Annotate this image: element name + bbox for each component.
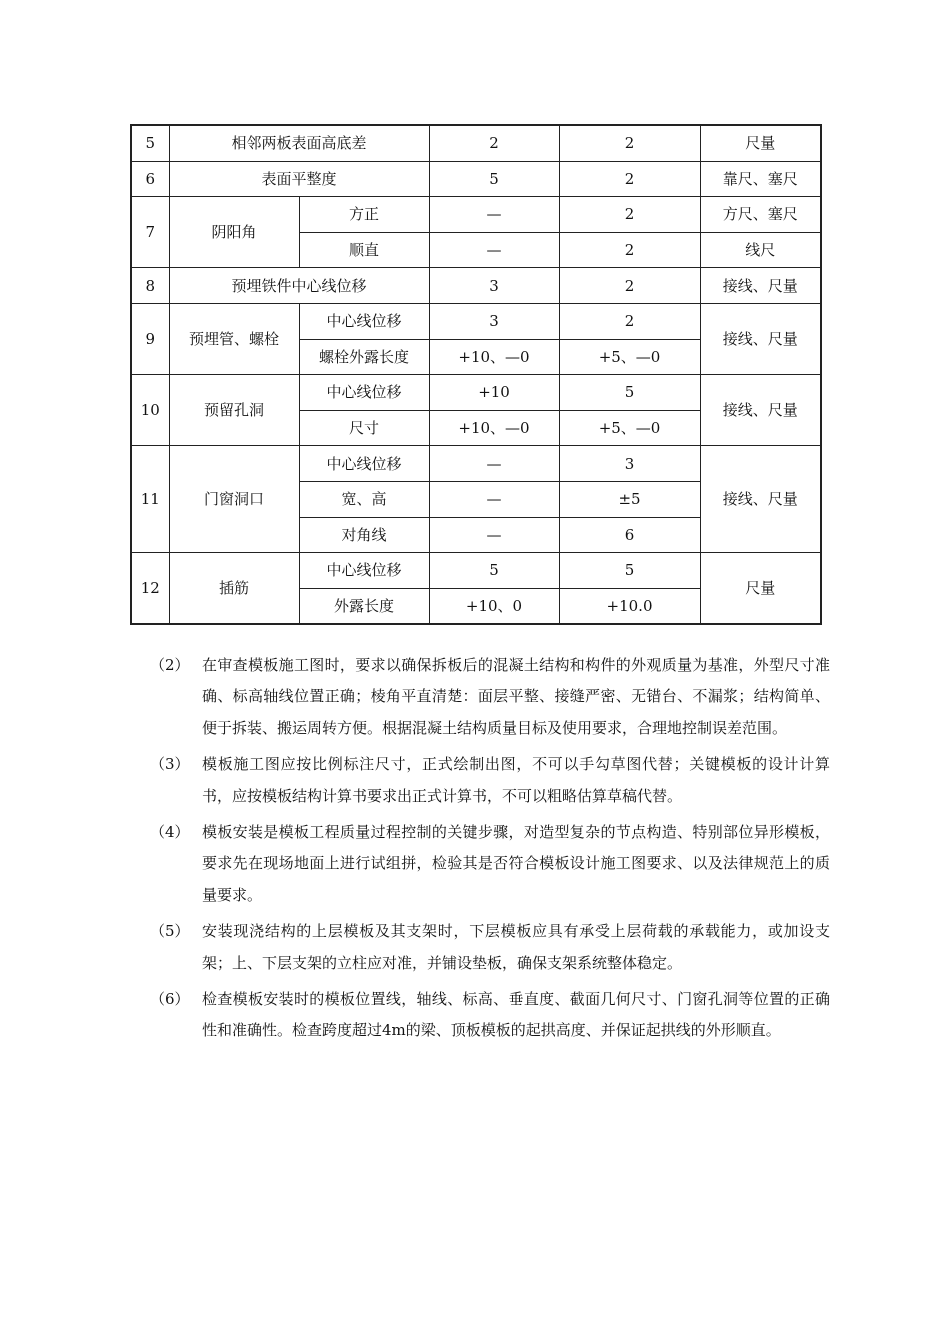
note-item bbox=[150, 749, 830, 812]
check-item: 门窗洞口 bbox=[169, 446, 299, 553]
note-text: 在审查模板施工图时，要求以确保拆板后的混凝土结构和构件的外观质量为基准，外型尺寸准确、标高轴线位置正确；棱角平直清楚：面层平整、接缝严密、无错台、不漏浆；结构简单、便于拆装、搬运周转方便。根据混凝土结构质量目标及使用要求，合理地控制误差范围。 bbox=[202, 656, 830, 737]
tolerance-value-1: 3 bbox=[429, 303, 559, 339]
tolerance-value-1: 5 bbox=[429, 553, 559, 589]
tolerance-value-1: — bbox=[429, 481, 559, 517]
row-number: 7 bbox=[131, 197, 169, 268]
tolerance-value-2: 2 bbox=[559, 125, 700, 161]
tolerance-value-1: +10、—0 bbox=[429, 410, 559, 446]
note-text: 模板安装是模板工程质量过程控制的关键步骤，对造型复杂的节点构造、特别部位异形模板，要求先在现场地面上进行试组拼，检验其是否符合模板设计施工图要求、以及法律规范上的质量要求。 bbox=[202, 823, 830, 904]
note-text: 安装现浇结构的上层模板及其支架时，下层模板应具有承受上层荷载的承载能力，或加设支架；上、下层支架的立柱应对准，并铺设垫板，确保支架系统整体稳定。 bbox=[202, 922, 830, 972]
tolerance-value-1: 3 bbox=[429, 268, 559, 304]
row-number: 6 bbox=[131, 161, 169, 197]
tolerance-table bbox=[130, 124, 822, 625]
note-number: （5） bbox=[150, 922, 190, 941]
note-item bbox=[150, 984, 830, 1047]
check-method: 尺量 bbox=[700, 125, 821, 161]
table-row bbox=[131, 125, 821, 161]
sub-item: 宽、高 bbox=[299, 481, 429, 517]
row-number: 8 bbox=[131, 268, 169, 304]
note-item bbox=[150, 650, 830, 744]
sub-item: 螺栓外露长度 bbox=[299, 339, 429, 375]
row-number: 11 bbox=[131, 446, 169, 553]
tolerance-value-2: +5、—0 bbox=[559, 339, 700, 375]
sub-item: 中心线位移 bbox=[299, 303, 429, 339]
tolerance-value-2: 5 bbox=[559, 375, 700, 411]
check-method: 接线、尺量 bbox=[700, 303, 821, 374]
check-item: 预埋管、螺栓 bbox=[169, 303, 299, 374]
sub-item: 中心线位移 bbox=[299, 375, 429, 411]
table-row bbox=[131, 197, 821, 233]
table-row bbox=[131, 446, 821, 482]
tolerance-value-2: +5、—0 bbox=[559, 410, 700, 446]
row-number: 10 bbox=[131, 375, 169, 446]
check-method: 接线、尺量 bbox=[700, 268, 821, 304]
note-item bbox=[150, 817, 830, 911]
table-row bbox=[131, 303, 821, 339]
check-item: 插筋 bbox=[169, 553, 299, 625]
sub-item: 顺直 bbox=[299, 232, 429, 268]
check-method: 尺量 bbox=[700, 553, 821, 625]
row-number: 9 bbox=[131, 303, 169, 374]
note-number: （6） bbox=[150, 990, 190, 1009]
table-row bbox=[131, 268, 821, 304]
check-item: 表面平整度 bbox=[169, 161, 429, 197]
tolerance-value-2: 2 bbox=[559, 303, 700, 339]
check-method: 靠尺、塞尺 bbox=[700, 161, 821, 197]
tolerance-value-2: 2 bbox=[559, 161, 700, 197]
tolerance-value-1: 5 bbox=[429, 161, 559, 197]
check-item: 阴阳角 bbox=[169, 197, 299, 268]
tolerance-value-2: 2 bbox=[559, 232, 700, 268]
tolerance-value-1: +10、0 bbox=[429, 588, 559, 624]
tolerance-value-1: — bbox=[429, 517, 559, 553]
tolerance-value-1: +10、—0 bbox=[429, 339, 559, 375]
table-row bbox=[131, 161, 821, 197]
sub-item: 中心线位移 bbox=[299, 446, 429, 482]
tolerance-value-2: ±5 bbox=[559, 481, 700, 517]
tolerance-value-2: 3 bbox=[559, 446, 700, 482]
check-item: 预留孔洞 bbox=[169, 375, 299, 446]
note-item bbox=[150, 916, 830, 979]
tolerance-value-2: +10.0 bbox=[559, 588, 700, 624]
row-number: 5 bbox=[131, 125, 169, 161]
tolerance-value-1: — bbox=[429, 197, 559, 233]
sub-item: 方正 bbox=[299, 197, 429, 233]
row-number: 12 bbox=[131, 553, 169, 625]
table-row bbox=[131, 375, 821, 411]
tolerance-value-1: — bbox=[429, 232, 559, 268]
check-method: 方尺、塞尺 bbox=[700, 197, 821, 233]
check-method: 接线、尺量 bbox=[700, 375, 821, 446]
table-row bbox=[131, 553, 821, 589]
check-method: 接线、尺量 bbox=[700, 446, 821, 553]
check-item: 相邻两板表面高底差 bbox=[169, 125, 429, 161]
sub-item: 尺寸 bbox=[299, 410, 429, 446]
tolerance-value-1: +10 bbox=[429, 375, 559, 411]
check-method: 线尺 bbox=[700, 232, 821, 268]
tolerance-value-2: 5 bbox=[559, 553, 700, 589]
sub-item: 外露长度 bbox=[299, 588, 429, 624]
tolerance-value-1: 2 bbox=[429, 125, 559, 161]
tolerance-value-1: — bbox=[429, 446, 559, 482]
note-text: 模板施工图应按比例标注尺寸，正式绘制出图，不可以手勾草图代替；关键模板的设计计算书，应按模板结构计算书要求出正式计算书，不可以粗略估算草稿代替。 bbox=[202, 755, 830, 805]
note-text: 检查模板安装时的模板位置线，轴线、标高、垂直度、截面几何尺寸、门窗孔洞等位置的正确性和准确性。检查跨度超过4m的梁、顶板模板的起拱高度、并保证起拱线的外形顺直。 bbox=[202, 990, 830, 1040]
note-number: （2） bbox=[150, 656, 190, 674]
sub-item: 中心线位移 bbox=[299, 553, 429, 589]
notes-list bbox=[150, 650, 830, 1052]
tolerance-value-2: 2 bbox=[559, 268, 700, 304]
tolerance-value-2: 2 bbox=[559, 197, 700, 233]
note-number: （4） bbox=[150, 823, 190, 842]
check-item: 预埋铁件中心线位移 bbox=[169, 268, 429, 304]
tolerance-value-2: 6 bbox=[559, 517, 700, 553]
note-number: （3） bbox=[150, 755, 190, 774]
sub-item: 对角线 bbox=[299, 517, 429, 553]
